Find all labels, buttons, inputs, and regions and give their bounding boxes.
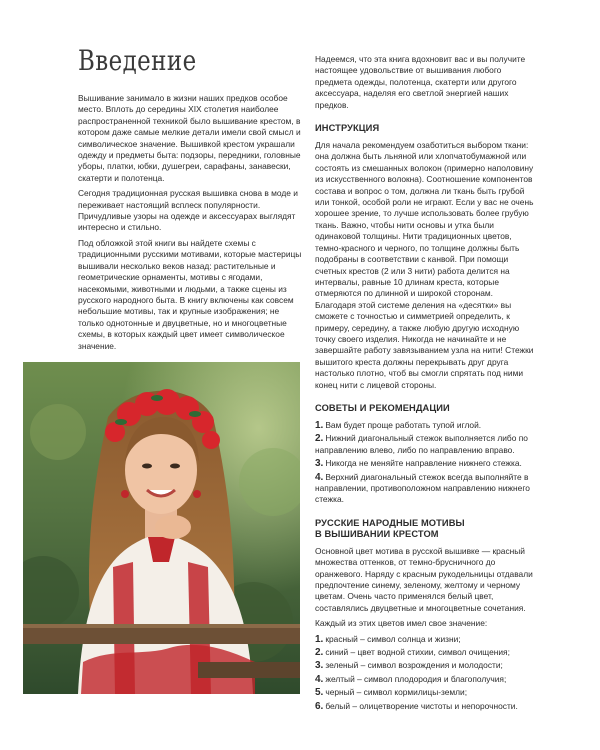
list-item <box>315 674 536 685</box>
list-number: 6. <box>315 700 324 712</box>
motifs-lead: Каждый из этих цветов имел свое значение: <box>315 618 488 629</box>
girl-in-embroidered-shirt-photo <box>23 362 300 694</box>
list-number: 5. <box>315 687 324 699</box>
motifs-heading-line-2: В ВЫШИВАНИИ КРЕСТОМ <box>315 528 439 539</box>
list-number: 2. <box>315 647 324 659</box>
list-text: Верхний диагональный стежок всегда выполняйте в направлении, противоположном направлению нижнего стежка. <box>315 471 530 505</box>
list-text: синий – цвет водной стихии, символ очищения; <box>325 647 510 658</box>
tips-heading: СОВЕТЫ И РЕКОМЕНДАЦИИ <box>315 402 450 413</box>
list-text: черный – символ кормилицы-земли; <box>325 687 468 698</box>
tips-list <box>315 420 536 506</box>
list-number: 4. <box>315 673 324 685</box>
list-number: 1. <box>315 419 324 431</box>
list-number: 2. <box>315 433 324 445</box>
colors-list <box>315 634 536 712</box>
list-number: 3. <box>315 458 324 470</box>
list-number: 1. <box>315 633 324 645</box>
instruction-text: Для начала рекомендуем озаботиться выбором ткани: она должна быть льняной или хлопчатобумажной или состоять из смешанных волокон (примерно наполовину из искусственного волокна). Соотношение компонентов состава и вопрос о том, должна ли ткань быть грубой или тонкой, особой роли не играют. Если у вас не очень хорошее зрение, то лучше использовать более грубую ткань. Важно, чтобы нити основы и утка были одинаковой толщины. Нити традиционных цветов, темно-красного и черного, по толщине должны быть подобраны в соответствии с канвой. При помощи счетных крестов (2 или 3 нити) работа делится на интервалы, равные 10 длинам креста, которые отмеряются по длинной и широкой сторонам. Благодаря этой системе деления на «десятки» вы сможете с точностью и симметрией определить, к примеру, середину, а также любую другую исходную точку своего изделия. Никогда не начинайте и не завершайте работу завязыванием узла на нити! Стежки вышитого креста должны перекрывать друг друга настолько плотно, чтоб вы смогли спрятать под ними конец нити с лицевой стороны. <box>315 140 534 390</box>
list-item <box>315 701 536 712</box>
list-text: желтый – символ плодородия и благополучия; <box>325 673 507 684</box>
motifs-heading-line-1: РУССКИЕ НАРОДНЫЕ МОТИВЫ <box>315 517 465 528</box>
list-item <box>315 472 536 506</box>
instruction-heading: ИНСТРУКЦИЯ <box>315 123 380 134</box>
intro-paragraph-3: Под обложкой этой книги вы найдете схемы с традиционными русскими мотивами, которые мастерицы вышивали несколько веков назад: растительные и геометрические орнаменты, мотивы с ягодами, насекомыми, животными и людьми, а также сцены из русского народного быта. В книгу включены как совсем небольшие мотивы, так и крупные изображения; не только однотонные и двуцветные, но и многоцветные схемы, в которых каждый цвет имеет символическое значение. <box>78 237 302 351</box>
list-item <box>315 458 536 469</box>
list-item <box>315 634 536 645</box>
motifs-text: Основной цвет мотива в русской вышивке — красный множества оттенков, от темно-брусничного до оранжевого. Наряду с красным рукодельницы отдавали предпочтение синему, зеленому, желтому и черному цветам. Очень часто применялся белый цвет, составлялись двуцветные и многоцветные сочетания. <box>315 545 533 613</box>
list-text: Нижний диагональный стежок выполняется либо по направлению влево, либо по направлению вправо. <box>315 433 528 455</box>
list-item <box>315 647 536 658</box>
list-number: 4. <box>315 471 324 483</box>
list-text: белый – олицетворение чистоты и непорочности. <box>325 700 518 711</box>
list-item <box>315 687 536 698</box>
list-item <box>315 660 536 671</box>
motifs-heading <box>315 518 536 540</box>
list-text: Никогда не меняйте направление нижнего стежка. <box>325 458 522 469</box>
closing-paragraph: Надеемся, что эта книга вдохновит вас и вы получите настоящее удовольствие от вышивания любого предмета одежды, полотенца, скатерти или другого аксессуара, наделяя его светлой энергией наших предков. <box>315 54 526 110</box>
list-text: красный – символ солнца и жизни; <box>325 633 461 644</box>
intro-paragraph-2: Сегодня традиционная русская вышивка снова в моде и переживает настоящий всплеск популярности. Причудливые узоры на одежде и аксессуарах выглядят интересно и стильно. <box>78 188 298 233</box>
right-column <box>315 54 536 714</box>
list-item <box>315 420 536 431</box>
left-column <box>78 93 304 356</box>
list-text: зеленый – символ возрождения и молодости; <box>325 660 503 671</box>
list-number: 3. <box>315 660 324 672</box>
page-title: Введение <box>78 44 197 77</box>
intro-paragraph-1: Вышивание занимало в жизни наших предков особое место. Вплоть до середины XIX столетия наиболее распространенной техникой было вышивание крестом, в котором даже самые мелкие детали имели свой смысл и символическое значение. Вышивкой крестом украшали одежду и предметы быта: подзоры, передники, головные уборы, платки, юбки, душегреи, сарафаны, занавески, скатерти и полотенца. <box>78 93 301 183</box>
list-text: Вам будет проще работать тупой иглой. <box>325 419 482 430</box>
list-item <box>315 433 536 456</box>
